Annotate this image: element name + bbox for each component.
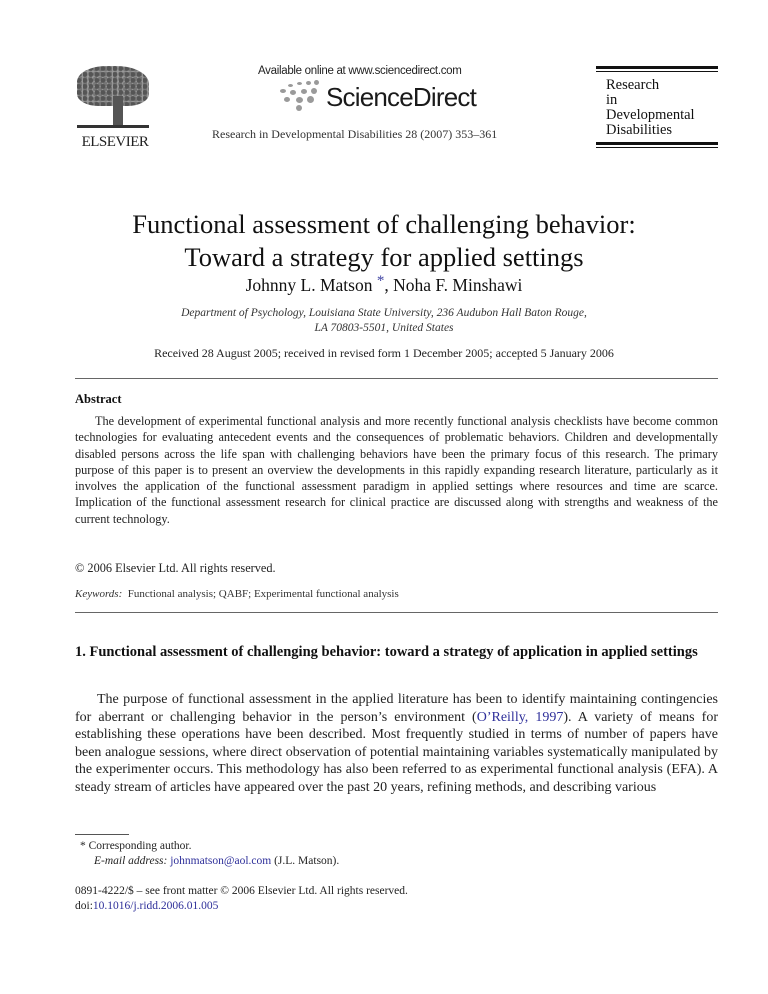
abstract-heading: Abstract [75, 392, 122, 406]
elsevier-tree-icon [75, 66, 151, 128]
abstract-top-divider [75, 378, 718, 379]
abstract-bottom-divider [75, 612, 718, 613]
section-body [75, 691, 718, 796]
author-name: Johnny L. Matson [245, 275, 373, 295]
email-link[interactable]: johnmatson@aol.com [170, 854, 272, 867]
author-name: Noha F. Minshawi [393, 275, 523, 295]
received-dates: Received 28 August 2005; received in revised form 1 December 2005; accepted 5 January 2006 [154, 346, 614, 360]
sciencedirect-wordmark: ScienceDirect [326, 82, 476, 112]
publisher-name: ELSEVIER [81, 134, 149, 150]
abstract-copyright: © 2006 Elsevier Ltd. All rights reserved. [75, 561, 276, 575]
sciencedirect-logo [270, 80, 510, 110]
corresponding-author-note: Corresponding author. [88, 840, 192, 852]
email-label: E-mail address: [94, 854, 168, 867]
journal-citation: Research in Developmental Disabilities 28 (2007) 353–361 [212, 127, 498, 141]
issn-line: 0891-4222/$ – see front matter © 2006 Elsevier Ltd. All rights reserved. [75, 885, 408, 897]
footnote-divider [75, 834, 129, 835]
citation-link[interactable]: O’Reilly, 1997 [476, 709, 564, 725]
journal-title-box [596, 66, 718, 148]
footnote: * Corresponding author. E-mail address: johnmatson@aol.com (J.L. Matson). [80, 840, 340, 867]
journal-box-bottom-rule [596, 142, 718, 148]
author-list: Johnny L. Matson *, Noha F. Minshawi [245, 273, 523, 295]
affiliation: Department of Psychology, Louisiana State University, 236 Audubon Hall Baton Rouge, LA 70803-5501, United States [181, 307, 587, 334]
keywords-values: Functional analysis; QABF; Experimental functional analysis [127, 588, 399, 600]
journal-box-title: Research in Developmental Disabilities [606, 77, 695, 138]
keywords-label: Keywords: [75, 588, 123, 600]
elsevier-logo [75, 66, 155, 151]
front-matter: 0891-4222/$ – see front matter © 2006 Elsevier Ltd. All rights reserved. doi:10.1016/j.ridd.2006.01.005 [75, 885, 408, 912]
article-title: Functional assessment of challenging behavior: Toward a strategy for applied settings [132, 209, 636, 272]
doi-link[interactable]: 10.1016/j.ridd.2006.01.005 [92, 900, 219, 912]
sciencedirect-dots-icon [270, 80, 330, 110]
available-online-text: Available online at www.sciencedirect.com [258, 65, 462, 77]
keywords [75, 588, 399, 600]
section-heading: 1. Functional assessment of challenging behavior: toward a strategy of application in applied settings [75, 644, 698, 660]
corresponding-author-link[interactable]: * [376, 273, 385, 289]
abstract-text: The development of experimental functional analysis and more recently functional analysis checklists have become common technologies for evaluating antecedent events and the consequences of problematic behaviors. Children and developmentally disabled persons across the life span with challenging behaviors have been the primary focus of this research. The primary purpose of this paper is to present an overview the developments in this rapidly expanding research literature, particularly as it involves the application of the functional assessment paradigm in applied settings where resources and time are scarce. Implication of the functional assessment research for clinical practice are discussed along with strengths and weakness of the current technology. [75, 414, 718, 526]
body-paragraph: The purpose of functional assessment in the applied literature has been to identify maintaining contingencies for aberrant or challenging behavior in the person’s environment (O’Reilly, 1997). A variety of means for establishing these operations have been described. Most frequently studied in terms of number of papers have been analogue sessions, where direct observation of potential maintaining variables systematically manipulated by the experimenter occurs. This methodology has also been referred to as experimental functional analysis (EFA). A steady stream of articles have appeared over the past 20 years, refining methods, and describing various [75, 692, 718, 795]
